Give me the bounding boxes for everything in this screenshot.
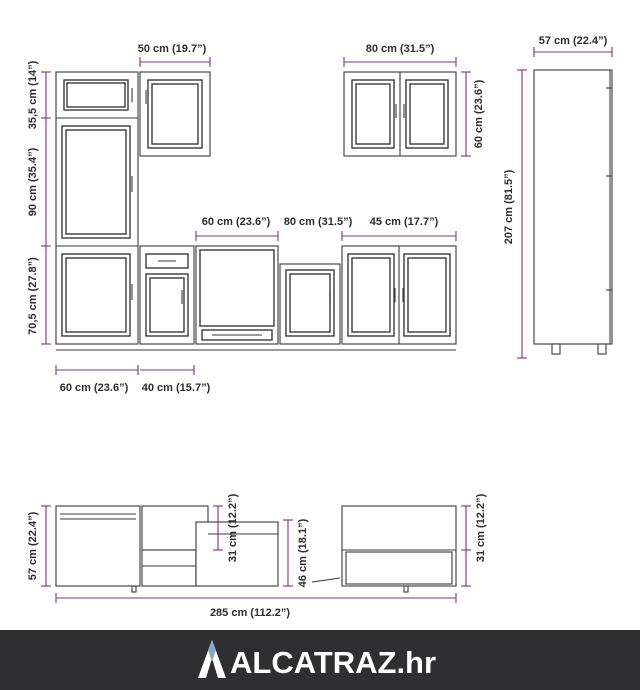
dim-base-height: 70,5 cm (27.8”)	[27, 257, 39, 335]
dim-tall-width: 60 cm (23.6”)	[59, 382, 129, 394]
dim-plan-upper-depth-b: 31 cm (12.2”)	[475, 493, 487, 563]
dim-sink-width: 80 cm (31.5”)	[283, 216, 353, 228]
dim-plan-upper-depth-a: 31 cm (12.2”)	[227, 493, 239, 563]
dim-side-depth: 57 cm (22.4”)	[538, 35, 608, 47]
side-elevation	[534, 70, 612, 354]
front-elevation	[56, 72, 456, 350]
dim-base-right-width: 45 cm (17.7”)	[369, 216, 439, 228]
oven-cabinet	[196, 246, 278, 344]
dim-plan-depth: 57 cm (22.4”)	[27, 511, 39, 581]
alcatraz-a-logo-icon	[196, 638, 228, 682]
dim-plan-sink-depth: 46 cm (18.1”)	[297, 518, 309, 588]
dim-oven-width: 60 cm (23.6”)	[201, 216, 271, 228]
dim-tall-mid-height: 90 cm (35.4”)	[27, 147, 39, 217]
dim-upper-double-width: 80 cm (31.5”)	[365, 43, 435, 55]
plan-view	[56, 506, 456, 592]
side-view-cabinet	[534, 70, 612, 344]
dim-total-width: 285 cm (112.2”)	[209, 607, 291, 619]
plan-tall-cabinet	[56, 506, 140, 586]
dim-base-drawer-width: 40 cm (15.7”)	[141, 382, 211, 394]
dim-upper-double-height: 60 cm (23.6”)	[473, 79, 485, 149]
dim-total-height: 207 cm (81.5”)	[503, 169, 515, 245]
brand-name: ALCATRAZ.hr	[230, 645, 437, 680]
dim-tall-top-height: 35,5 cm (14”)	[27, 60, 39, 130]
dim-upper-small-width: 50 cm (19.7”)	[137, 43, 207, 55]
